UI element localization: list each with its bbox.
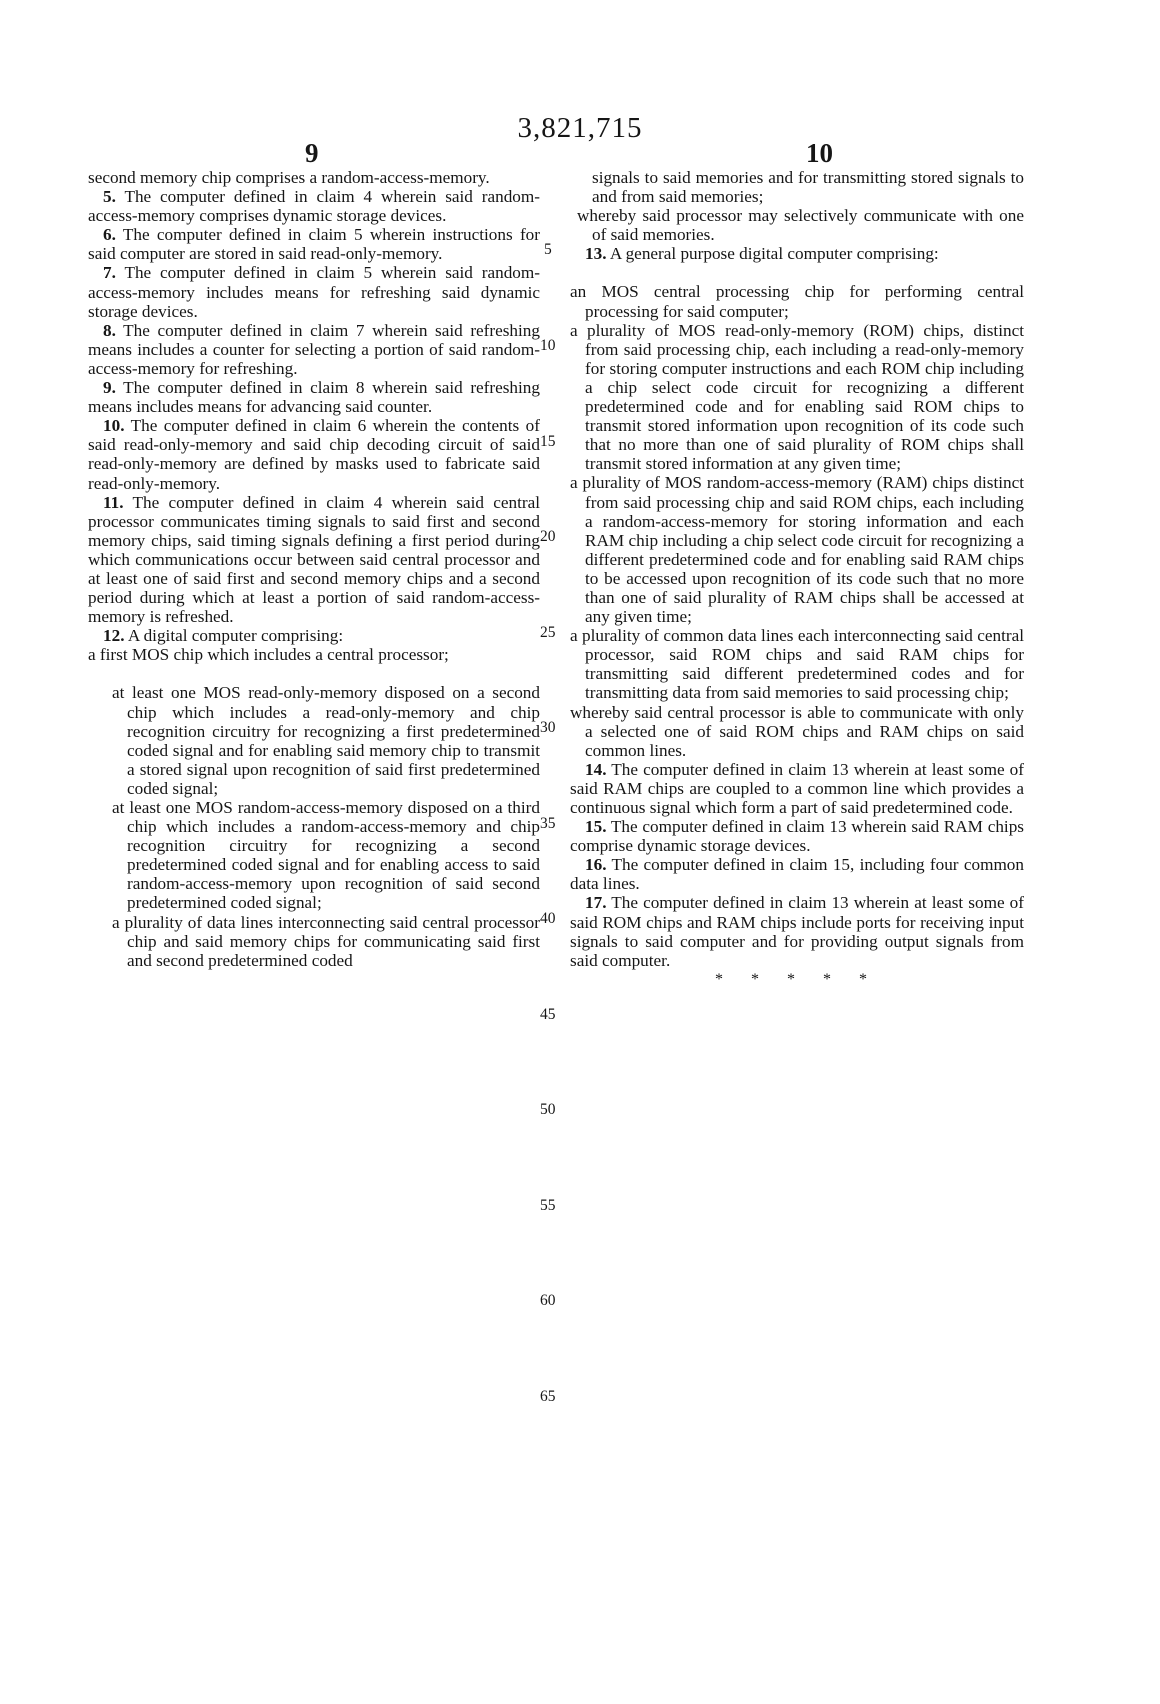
line-number: 50 bbox=[540, 1101, 556, 1118]
claim-12-element: a first MOS chip which includes a central processor; bbox=[88, 645, 449, 665]
line-number: 60 bbox=[540, 1292, 556, 1309]
left-column-number: 9 bbox=[305, 138, 319, 168]
claim-13-element: a plurality of MOS random-access-memory (RAM) chips distinct from said processing chip and said ROM chips, each including a random-access-memory for storing information and each RAM chip including a chip select code circuit for recognizing a different predetermined code and for enabling said RAM chips to be accessed upon recognition of its code such that no more than one of said plurality of RAM chips shall be accessed at any given time; bbox=[570, 473, 1024, 627]
claim-number: 17. bbox=[585, 893, 607, 913]
line-number: 65 bbox=[540, 1388, 556, 1405]
claim-number: 11. bbox=[103, 492, 124, 512]
claim-13-whereby: whereby said central processor is able to communicate with only a selected one of said ROM chips and RAM chips on said common lines. bbox=[570, 702, 1024, 760]
claim-4-continuation: second memory chip comprises a random-access-memory. bbox=[88, 168, 490, 187]
claim-17: 17. The computer defined in claim 13 wherein at least some of said ROM chips and RAM chips include ports for receiving input signals to said computer and for providing output signals from said computer. bbox=[570, 893, 1024, 970]
line-number: 55 bbox=[540, 1197, 556, 1214]
claim-number: 12. bbox=[103, 626, 125, 646]
line-number: 15 bbox=[540, 433, 556, 450]
claim-number: 15. bbox=[585, 817, 607, 837]
claim-13-element: an MOS central processing chip for performing central processing for said computer; bbox=[570, 282, 1024, 321]
line-number: 30 bbox=[540, 719, 556, 736]
claim-number: 6. bbox=[103, 225, 116, 245]
claim-number: 16. bbox=[585, 855, 607, 875]
right-column bbox=[570, 168, 1024, 989]
claim-12-whereby: whereby said processor may selectively communicate with one of said memories. bbox=[577, 206, 1024, 245]
claim-12-elements bbox=[88, 683, 540, 969]
line-number: 20 bbox=[540, 528, 556, 545]
claim-number: 9. bbox=[103, 378, 116, 398]
claim-9: 9. The computer defined in claim 8 wherein said refreshing means includes means for advancing said counter. bbox=[88, 378, 540, 417]
claim-number: 14. bbox=[585, 759, 607, 779]
claim-12-element: at least one MOS random-access-memory disposed on a third chip which includes a random-access-memory and chip recognition circuitry for recognizing a second predetermined coded signal and for enabling access to said random-access-memory upon recognition of said second predetermined coded signal; bbox=[112, 798, 540, 913]
claim-12: 12. A digital computer comprising: bbox=[103, 626, 344, 646]
end-of-document-marks: * * * * * bbox=[715, 970, 879, 988]
claim-15: 15. The computer defined in claim 13 wherein said RAM chips comprise dynamic storage devices. bbox=[570, 817, 1024, 856]
claim-5: 5. The computer defined in claim 4 wherein said random-access-memory comprises dynamic storage devices. bbox=[88, 187, 540, 226]
left-column bbox=[88, 168, 540, 970]
claim-14: 14. The computer defined in claim 13 wherein at least some of said RAM chips are coupled to a common line which provides a continuous signal which form a part of said predetermined code. bbox=[570, 759, 1024, 817]
claim-12-continuation: signals to said memories and for transmitting stored signals to and from said memories; bbox=[592, 168, 1024, 207]
claim-7: 7. The computer defined in claim 5 wherein said random-access-memory includes means for refreshing said dynamic storage devices. bbox=[88, 263, 540, 321]
claim-11: 11. The computer defined in claim 4 wherein said central processor communicates timing signals to said first and second memory chips, said timing signals defining a first period during which communications occur between said central processor and at least one of said first and second memory chips and a second period during which at least a portion of said random-access-memory is refreshed. bbox=[88, 492, 540, 627]
line-number: 45 bbox=[540, 1006, 556, 1023]
right-column-number: 10 bbox=[806, 138, 833, 168]
line-number: 35 bbox=[540, 815, 556, 832]
claim-13-element: a plurality of common data lines each interconnecting said central processor, said ROM chips and said RAM chips for transmitting said different predetermined codes and for transmitting data from said memories to said processing chip; bbox=[570, 626, 1024, 703]
claim-13-element: a plurality of MOS read-only-memory (ROM) chips, distinct from said processing chip, each including a read-only-memory for storing computer instructions and each ROM chip including a chip select code circuit for recognizing a different predetermined code and for enabling said ROM chips to transmit stored information upon recognition of its code such that no more than one of said plurality of ROM chips shall transmit stored information at any given time; bbox=[570, 320, 1024, 474]
claim-number: 13. bbox=[585, 244, 607, 264]
line-number: 10 bbox=[540, 337, 556, 354]
line-number: 5 bbox=[544, 241, 552, 258]
claim-10: 10. The computer defined in claim 6 wherein the contents of said read-only-memory and said chip decoding circuit of said read-only-memory are defined by masks used to fabricate said read-only-memory. bbox=[88, 416, 540, 493]
claim-number: 7. bbox=[103, 263, 116, 283]
line-number: 25 bbox=[540, 624, 556, 641]
claim-13: 13. A general purpose digital computer comprising: bbox=[585, 244, 939, 264]
line-number: 40 bbox=[540, 910, 556, 927]
claim-8: 8. The computer defined in claim 7 wherein said refreshing means includes a counter for selecting a portion of said random-access-memory for refreshing. bbox=[88, 320, 540, 378]
patent-number: 3,821,715 bbox=[517, 112, 643, 144]
claim-12-element: at least one MOS read-only-memory disposed on a second chip which includes a read-only-memory and chip recognition circuitry for recognizing a first predetermined coded signal and for enabling said memory chip to transmit a stored signal upon recognition of said first predetermined coded signal; bbox=[112, 683, 540, 798]
claim-number: 5. bbox=[103, 187, 116, 207]
claim-16: 16. The computer defined in claim 15, including four common data lines. bbox=[570, 855, 1024, 894]
claim-6: 6. The computer defined in claim 5 wherein instructions for said computer are stored in said read-only-memory. bbox=[88, 225, 540, 264]
claim-12-element: a plurality of data lines interconnecting said central processor chip and said memory chips for communicating said first and second predetermined coded bbox=[112, 912, 540, 970]
claim-number: 8. bbox=[103, 320, 116, 340]
claim-number: 10. bbox=[103, 416, 125, 436]
